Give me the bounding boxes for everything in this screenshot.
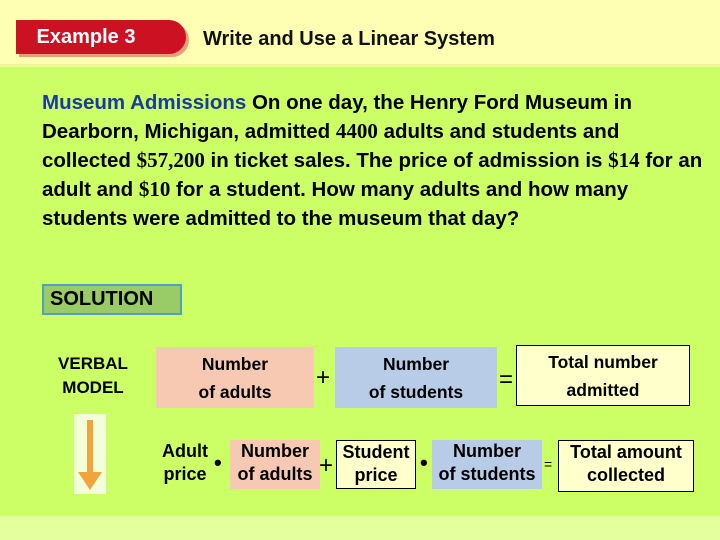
- verbal-model-label: [48, 352, 138, 400]
- total-number-line-1: Total number: [548, 351, 658, 372]
- lesson-title: Write and Use a Linear System: [203, 28, 495, 50]
- plus-sign-2: +: [319, 452, 334, 479]
- problem-text-4: for an adult and: [42, 149, 703, 201]
- adult-price-box: [158, 440, 212, 489]
- adult-price-line-1: Adult: [162, 441, 208, 461]
- multiply-dot-2: •: [420, 450, 428, 475]
- multiply-dot-1: •: [214, 450, 222, 475]
- problem-text-1: On one day, the Henry Ford Museum in Dearborn, Michigan, admitted: [42, 91, 633, 143]
- equals-sign: =: [499, 366, 514, 393]
- number-of-adults-line-2: of adults: [198, 381, 272, 402]
- total-amount-line-1: Total amount: [570, 442, 682, 462]
- problem-statement: [42, 88, 707, 233]
- problem-number-adults-students: 4400: [335, 119, 378, 143]
- problem-number-total-sales: $57,200: [136, 148, 205, 172]
- problem-number-student-price: $10: [138, 177, 171, 201]
- down-arrow-icon: [74, 414, 106, 494]
- header-divider: [0, 64, 720, 67]
- problem-text-3: in ticket sales. The price of admission is: [204, 149, 609, 172]
- number-of-adults-2-line-1: Number: [240, 441, 309, 461]
- number-of-students-2-line-2: of students: [438, 464, 536, 484]
- total-amount-collected-box: [558, 440, 694, 492]
- solution-label: SOLUTION: [42, 284, 182, 315]
- adult-price-line-2: price: [163, 464, 207, 484]
- student-price-line-2: price: [354, 465, 398, 485]
- example-badge-label: Example 3: [36, 26, 136, 48]
- total-number-line-2: admitted: [566, 379, 640, 400]
- verbal-model-line-2: MODEL: [62, 378, 124, 397]
- equals-sign-2: =: [544, 456, 553, 472]
- total-amount-line-2: collected: [586, 465, 666, 485]
- number-of-students-2-line-1: Number: [452, 441, 521, 461]
- student-price-line-1: Student: [342, 442, 410, 462]
- problem-text-5: for a student. How many adults and how many students were admitted to the museum that day?: [42, 178, 629, 230]
- problem-lead: Museum Admissions: [42, 91, 247, 114]
- number-of-students-box: [335, 347, 497, 408]
- verbal-model-line-1: VERBAL: [58, 354, 128, 373]
- number-of-students-line-2: of students: [368, 381, 464, 402]
- number-of-adults-box: [156, 347, 314, 408]
- student-price-box: [336, 440, 416, 489]
- number-of-students-line-1: Number: [382, 353, 450, 374]
- footer-bar: [0, 516, 720, 540]
- plus-sign: +: [316, 364, 331, 391]
- number-of-adults-box-2: [230, 440, 320, 489]
- number-of-adults-line-1: Number: [201, 353, 269, 374]
- problem-text-2: adults and students and collected: [42, 120, 620, 172]
- number-of-students-box-2: [432, 440, 542, 489]
- problem-number-adult-price: $14: [608, 148, 640, 172]
- example-badge: [16, 20, 186, 54]
- number-of-adults-2-line-2: of adults: [237, 464, 313, 484]
- total-number-admitted-box: [516, 345, 690, 406]
